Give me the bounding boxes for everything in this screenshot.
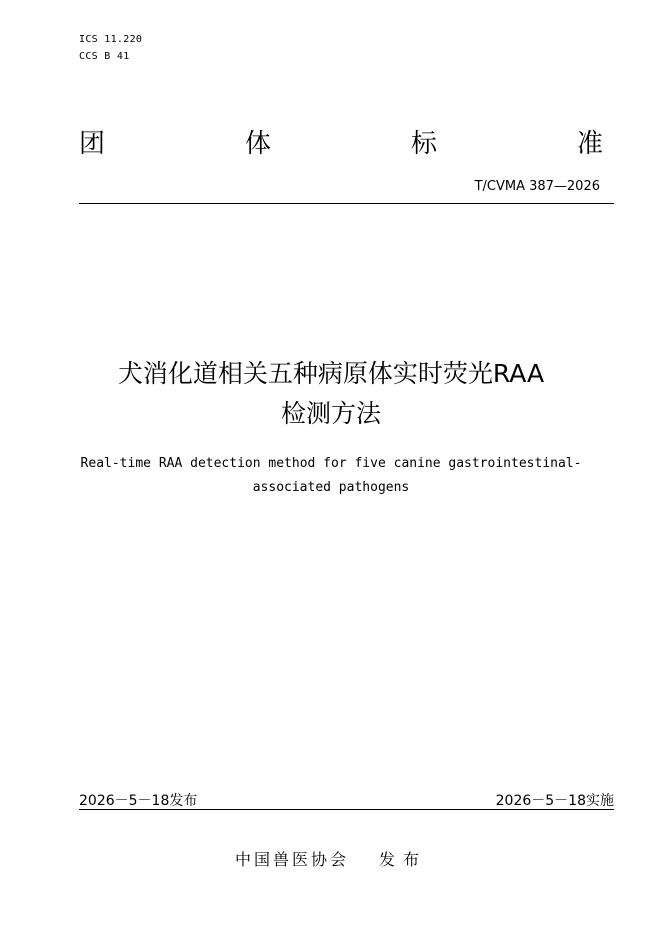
standard-type-heading [79, 126, 603, 162]
standard-type-char: 体 [244, 129, 271, 159]
ccs-code: CCS B 41 [79, 51, 130, 62]
issue-date: 2026－5－18发布 [79, 793, 198, 809]
title-english-line-2: associated pathogens [252, 480, 410, 495]
standard-type-char: 准 [576, 129, 603, 159]
ics-code: ICS 11.220 [79, 34, 143, 45]
standard-type-char: 团 [79, 129, 106, 159]
title-chinese-line-1: 犬消化道相关五种病原体实时荧光RAA [117, 359, 545, 388]
title-chinese-line-2: 检测方法 [280, 399, 381, 428]
publisher-line [0, 850, 662, 870]
title-english-line-1: Real-time RAA detection method for five canine gastrointestinal- [80, 456, 582, 471]
implementation-date: 2026－5－18实施 [495, 793, 614, 809]
footer-divider [79, 809, 614, 810]
header-divider [79, 203, 614, 204]
standard-number: T/CVMA 387—2026 [474, 179, 600, 194]
publish-verb: 发布 [379, 850, 428, 869]
publisher-name: 中国兽医协会 [234, 850, 349, 869]
standard-type-char: 标 [410, 129, 437, 159]
